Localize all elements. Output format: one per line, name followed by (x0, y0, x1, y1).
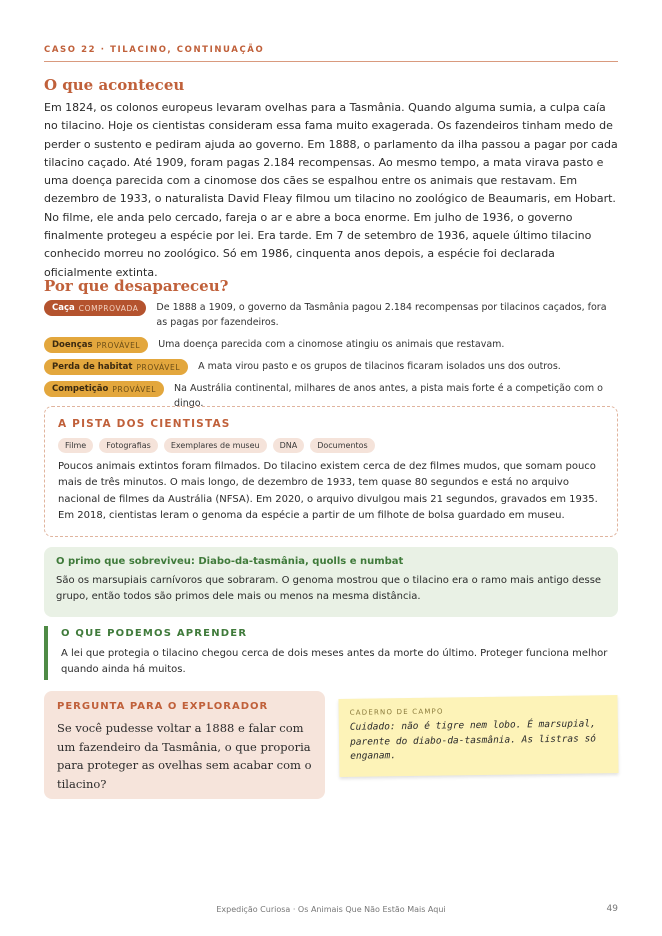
page-header (44, 45, 618, 55)
evidence-tags (58, 438, 375, 453)
tag-dna: DNA (273, 438, 305, 453)
cousin-text: São os marsupiais carnívoros que sobraram. O genoma mostrou que o tilacino era o ramo mais antigo desse grupo, então todos são primos dele mais ou menos na mesma distância. (56, 575, 602, 603)
cause-status: PROVÁVEL (96, 340, 141, 350)
cause-name: Competição (52, 384, 109, 394)
cousin-title: O primo que sobreviveu: Diabo-da-tasmânia, quolls e numbat (56, 556, 404, 567)
page-number: 49 (606, 904, 618, 914)
cause-text: Uma doença parecida com a cinomose atingiu os animais que restavam. (158, 339, 505, 350)
cause-status: PROVÁVEL (136, 362, 181, 372)
cause-text: Na Austrália continental, milhares de anos antes, a pista mais forte é a competição com o dingo. (174, 383, 603, 409)
clue-text: Poucos animais extintos foram filmados. Do tilacino existem cerca de dez filmes mudos, que somam pouco mais de três minutos. O mais longo, de dezembro de 1933, tem quase 80 segundos e está no arquivo nacional de filmes da Austrália (NFSA). Em 2020, o arquivo divulgou mais 21 segundos, gravados em 1935. Em 2018, cientistas leram o genoma da espécie a partir de um filhote de bolsa guardado em museu. (58, 461, 598, 522)
cause-row-habitat (44, 359, 624, 375)
why-heading: Por que desapareceu? (44, 277, 229, 295)
scientists-clue-box (44, 406, 618, 537)
header-divider (44, 61, 618, 62)
tag-museum-specimens: Exemplares de museu (164, 438, 267, 453)
cause-status: COMPROVADA (78, 303, 139, 313)
cause-row-hunting (44, 300, 624, 330)
cause-text: De 1888 a 1909, o governo da Tasmânia pagou 2.184 recompensas por tilacinos caçados, fora as pagas por fazendeiros. (156, 302, 607, 328)
what-happened-heading: O que aconteceu (44, 76, 185, 94)
footer-text: Expedição Curiosa · Os Animais Que Não Estão Mais Aqui (216, 905, 446, 914)
cause-status: PROVÁVEL (112, 384, 157, 394)
surviving-cousin-box (44, 547, 618, 617)
tag-photos: Fotografias (99, 438, 158, 453)
notebook-title: CADERNO DE CAMPO (349, 707, 444, 717)
what-happened-text: Em 1824, os colonos europeus levaram ovelhas para a Tasmânia. Quando alguma sumia, a culpa caía no tilacino. Hoje os cientistas consideram essa fama muito exagerada. Os fazendeiros tinham medo de perder o sustento e pediram ajuda ao governo. Em 1888, o parlamento da ilha passou a pagar por cada tilacino caçado. Até 1909, foram pagas 2.184 recompensas. Ao mesmo tempo, a mata virava pasto e uma doença parecida com a cinomose dos cães se espalhou entre os animais que restavam. Em dezembro de 1933, o naturalista David Fleay filmou um tilacino no zoológico de Beaumaris, em Hobart. No filme, ele anda pelo cercado, fareja o ar e abre a boca enorme. Em julho de 1936, o governo finalmente protegeu a espécie por lei. Era tarde. Em 7 de setembro de 1936, aquele último tilacino conhecido morreu no zoológico. Só em 1986, cinquenta anos depois, a espécie foi declarada oficialmente extinta. (44, 101, 618, 279)
question-title: PERGUNTA PARA O EXPLORADOR (57, 701, 269, 712)
tag-documents: Documentos (310, 438, 375, 453)
cause-name: Caça (52, 303, 75, 313)
header-kicker: CASO 22 · TILACINO, CONTINUAÇÃO (44, 45, 265, 55)
learn-text: A lei que protegia o tilacino chegou cerca de dois meses antes da morte do último. Proteger funciona melhor quando ainda há muitos. (61, 648, 608, 676)
explorer-question-box (44, 691, 325, 799)
clue-title: A PISTA DOS CIENTISTAS (58, 418, 231, 430)
tag-film: Filme (58, 438, 93, 453)
cause-pill-hunting (44, 300, 146, 316)
cause-pill-habitat (44, 359, 188, 375)
cause-row-disease (44, 337, 624, 353)
cause-text: A mata virou pasto e os grupos de tilacinos ficaram isolados uns dos outros. (198, 361, 561, 372)
cause-name: Perda de habitat (52, 362, 133, 372)
cause-pill-competition (44, 381, 164, 397)
cause-name: Doenças (52, 340, 93, 350)
question-text: Se você pudesse voltar a 1888 e falar com um fazendeiro da Tasmânia, o que proporia para proteger as ovelhas sem acabar com o tilacino? (57, 721, 312, 791)
learn-accent-bar (44, 626, 48, 680)
notebook-text: Cuidado: não é tigre nem lobo. É marsupial, parente do diabo-da-tasmânia. As listras só enganam. (349, 718, 597, 762)
learn-title: O QUE PODEMOS APRENDER (61, 628, 248, 639)
cause-pill-disease (44, 337, 148, 353)
field-notebook (338, 695, 618, 777)
